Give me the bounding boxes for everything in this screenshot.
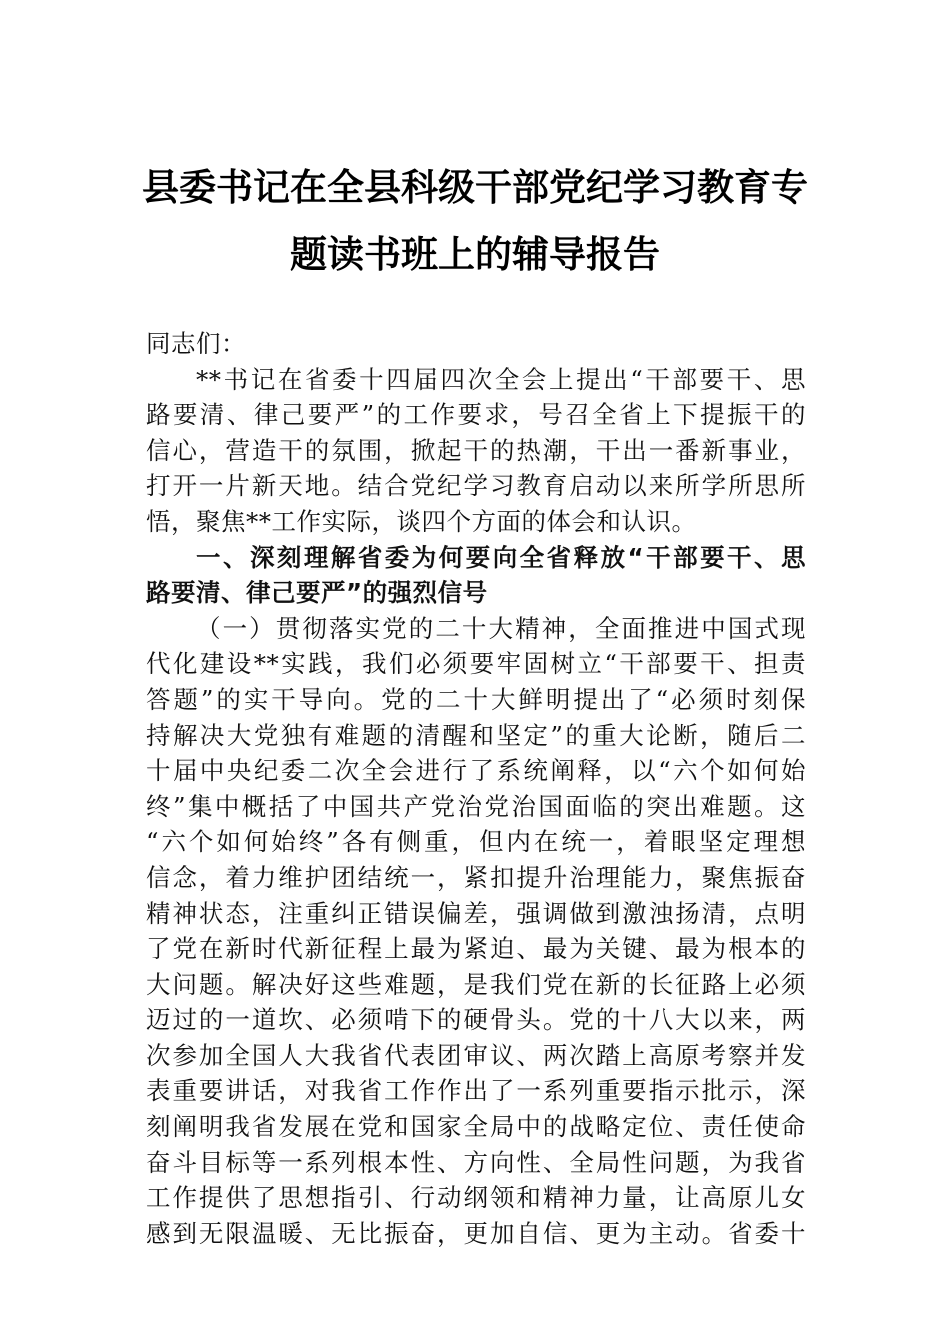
paragraph-line: 代化建设**实践，我们必须要牢固树立“干部要干、担责	[146, 649, 806, 679]
paragraph-line: （一）贯彻落实党的二十大精神，全面推进中国式现	[196, 613, 806, 643]
paragraph-line: 路要清、律己要严”的工作要求，号召全省上下提振干的	[146, 400, 806, 430]
paragraph-line: 大问题。解决好这些难题，是我们党在新的长征路上必须	[146, 969, 806, 999]
paragraph-line: 次参加全国人大我省代表团审议、两次踏上高原考察并发	[146, 1040, 806, 1070]
paragraph-line: “六个如何始终”各有侧重，但内在统一，着眼坚定理想	[146, 827, 806, 857]
paragraph-line: 迈过的一道坎、必须啃下的硬骨头。党的十八大以来，两	[146, 1005, 806, 1035]
paragraph-line: 了党在新时代新征程上最为紧迫、最为关键、最为根本的	[146, 934, 806, 964]
salutation: 同志们：	[146, 329, 246, 358]
paragraph-line: 十届中央纪委二次全会进行了系统阐释，以“六个如何始	[146, 756, 806, 786]
paragraph-line: 感到无限温暖、无比振奋，更加自信、更为主动。省委十	[146, 1218, 806, 1248]
paragraph-line: 精神状态，注重纠正错误偏差，强调做到激浊扬清，点明	[146, 898, 806, 928]
paragraph-line: 悟，聚焦**工作实际，谈四个方面的体会和认识。	[146, 506, 697, 536]
document-body	[146, 326, 806, 1251]
document-title-line-1: 县委书记在全县科级干部党纪学习教育专	[142, 165, 808, 209]
section-heading-line: 一、深刻理解省委为何要向全省释放“干部要干、思	[196, 542, 806, 572]
paragraph-line: **书记在省委十四届四次全会上提出“干部要干、思	[196, 364, 806, 394]
paragraph-line: 奋斗目标等一系列根本性、方向性、全局性问题，为我省	[146, 1147, 806, 1177]
paragraph-line: 表重要讲话，对我省工作作出了一系列重要指示批示，深	[146, 1076, 806, 1106]
document-title-line-2: 题读书班上的辅导报告	[290, 232, 660, 276]
paragraph-line: 工作提供了思想指引、行动纲领和精神力量，让高原儿女	[146, 1183, 806, 1213]
paragraph-line: 信心，营造干的氛围，掀起干的热潮，干出一番新事业，	[146, 435, 806, 465]
paragraph-line: 终”集中概括了中国共产党治党治国面临的突出难题。这	[146, 791, 806, 821]
paragraph-line: 打开一片新天地。结合党纪学习教育启动以来所学所思所	[146, 471, 806, 501]
paragraph-line: 持解决大党独有难题的清醒和坚定”的重大论断，随后二	[146, 720, 806, 750]
paragraph-line: 答题”的实干导向。党的二十大鲜明提出了“必须时刻保	[146, 684, 806, 714]
paragraph-line: 信念，着力维护团结统一，紧扣提升治理能力，聚焦振奋	[146, 862, 806, 892]
section-heading-line: 路要清、律己要严”的强烈信号	[146, 578, 488, 608]
paragraph-line: 刻阐明我省发展在党和国家全局中的战略定位、责任使命	[146, 1112, 806, 1142]
